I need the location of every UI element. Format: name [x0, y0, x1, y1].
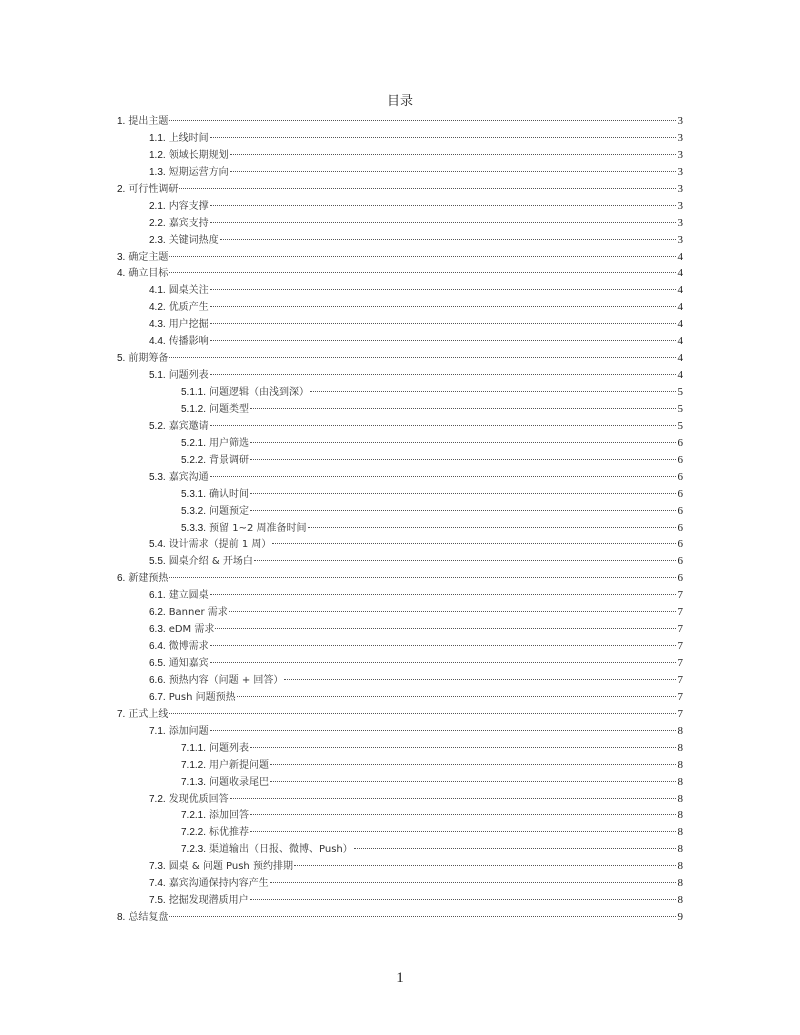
toc-entry[interactable] [117, 807, 683, 824]
dot-leader [210, 425, 676, 426]
toc-entry[interactable] [117, 689, 683, 706]
dot-leader [169, 713, 676, 714]
dot-leader [169, 256, 676, 257]
toc-entry-number: 5.5. [149, 556, 166, 568]
toc-entry-label: 问题逻辑（由浅到深） [209, 387, 310, 398]
toc-entry-page: 7 [677, 707, 683, 720]
dot-leader [230, 171, 676, 172]
toc-entry-page: 8 [677, 724, 683, 737]
toc-entry[interactable] [117, 604, 683, 621]
toc-entry-number: 7.3. [149, 861, 166, 873]
toc-entry[interactable] [117, 621, 683, 638]
toc-entry-page: 5 [677, 419, 683, 432]
toc-entry-page: 6 [677, 453, 683, 466]
dot-leader [210, 476, 676, 477]
toc-entry-number: 1.2. [149, 149, 166, 161]
toc-entry-label: 确认时间 [209, 488, 250, 500]
dot-leader [229, 611, 676, 612]
toc-entry[interactable] [117, 164, 683, 181]
dot-leader [254, 560, 676, 561]
toc-entry-page: 6 [677, 436, 683, 449]
toc-entry[interactable] [117, 316, 683, 333]
toc-entry-page: 5 [677, 402, 683, 415]
toc-entry[interactable] [117, 232, 683, 249]
dot-leader [250, 899, 676, 900]
toc-entry-label: 问题列表 [168, 370, 209, 382]
toc-entry-number: 5.1.1. [181, 387, 207, 398]
toc-entry-label: 正式上线 [128, 708, 169, 720]
toc-entry-label: 挖掘发现潜质用户 [168, 895, 249, 907]
toc-entry-number: 7.2.1. [181, 810, 207, 822]
dot-leader [308, 527, 677, 528]
toc-entry-number: 3. [117, 251, 126, 263]
toc-entry-label: 提出主题 [128, 116, 169, 127]
toc-entry-label: 渠道输出（日报、微博、Push） [209, 844, 353, 856]
dot-leader [210, 306, 676, 307]
toc-entry-number: 5.1.2. [181, 403, 207, 415]
toc-entry-number: 5.3.3. [181, 522, 207, 534]
toc-entry-label: 总结复盘 [128, 912, 169, 924]
toc-entry-number: 6.1. [149, 590, 166, 602]
toc-entry-page: 9 [677, 911, 683, 924]
dot-leader [310, 391, 676, 392]
toc-entry[interactable] [117, 333, 683, 350]
toc-entry-label: 传播影响 [168, 336, 209, 348]
dot-leader [215, 628, 676, 629]
toc-entry[interactable] [117, 367, 683, 384]
toc-entry-label: 问题收录尾巴 [209, 776, 270, 788]
toc-entry[interactable] [117, 384, 683, 401]
toc-entry[interactable] [117, 401, 683, 418]
dot-leader [250, 408, 676, 409]
toc-entry-page: 6 [677, 521, 683, 534]
toc-entry-label: 嘉宾沟通保持内容产生 [168, 878, 269, 890]
toc-entry-number: 7.2.3. [181, 844, 207, 856]
toc-entry-label: 可行性调研 [128, 183, 179, 195]
dot-leader [210, 340, 676, 341]
toc-entry-label: 优质产生 [168, 302, 209, 314]
toc-entry-number: 8. [117, 912, 126, 924]
toc-entry-label: 关键词热度 [168, 234, 219, 246]
toc-entry-label: 预留 1~2 周准备时间 [209, 522, 307, 534]
toc-entry-page: 4 [677, 267, 683, 280]
toc-entry[interactable] [117, 198, 683, 215]
toc-entry-label: 用户挖掘 [168, 319, 209, 331]
toc-entry-label: 确定主题 [128, 251, 169, 263]
toc-entry-page: 7 [677, 623, 683, 636]
toc-entry-label: 确立目标 [128, 268, 169, 280]
toc-entry-page: 3 [677, 115, 683, 127]
toc-entry-number: 6. [117, 573, 126, 585]
dot-leader [230, 154, 676, 155]
toc-entry-number: 5.1. [149, 370, 166, 382]
toc-entry-page: 3 [677, 131, 683, 144]
toc-entry-page: 3 [677, 165, 683, 178]
toc-entry-page: 8 [677, 775, 683, 788]
toc-entry[interactable] [117, 486, 683, 503]
toc-entry[interactable] [117, 824, 683, 841]
toc-entry-label: 短期运营方向 [168, 166, 229, 178]
dot-leader [169, 577, 676, 578]
dot-leader [210, 662, 676, 663]
toc-entry-label: 添加回答 [209, 810, 250, 822]
toc-entry-label: 前期筹备 [128, 353, 169, 365]
page-number: 1 [396, 970, 404, 986]
toc-entry-page: 8 [677, 860, 683, 873]
toc-entry[interactable] [117, 553, 683, 570]
toc-entry-page: 8 [677, 741, 683, 754]
toc-entry-page: 7 [677, 589, 683, 602]
toc-entry-label: 背景调研 [209, 454, 250, 466]
toc-entry-number: 7.2. [149, 793, 166, 805]
toc-entry-page: 8 [677, 894, 683, 907]
toc-entry[interactable] [117, 841, 683, 858]
dot-leader [250, 442, 676, 443]
toc-entry-page: 4 [677, 335, 683, 348]
toc-entry-label: 新建预热 [128, 573, 169, 585]
toc-entry-number: 1.3. [149, 166, 166, 178]
toc-entry-page: 8 [677, 877, 683, 890]
toc-entry-page: 4 [677, 250, 683, 263]
dot-leader [354, 848, 676, 849]
toc-entry-number: 7.1.3. [181, 776, 207, 788]
dot-leader [210, 730, 676, 731]
toc-entry-page: 4 [677, 301, 683, 314]
dot-leader [270, 764, 676, 765]
toc-entry-label: 预热内容（问题 + 回答） [168, 674, 284, 686]
toc-entry[interactable] [117, 113, 683, 130]
toc-entry[interactable] [117, 909, 683, 926]
toc-entry-number: 5.3.1. [181, 488, 207, 500]
toc-entry[interactable] [117, 147, 683, 164]
toc-entry-number: 6.2. [149, 607, 166, 619]
toc-entry-label: 嘉宾支持 [168, 217, 209, 229]
toc-entry-number: 7.5. [149, 895, 166, 907]
dot-leader [270, 781, 676, 782]
toc-entry-number: 7. [117, 708, 126, 720]
dot-leader [220, 239, 676, 240]
dot-leader [210, 289, 676, 290]
toc-entry-label: 圆桌 & 问题 Push 预约排期 [168, 861, 293, 873]
dot-leader [237, 696, 676, 697]
toc-entry[interactable] [117, 672, 683, 689]
dot-leader [210, 594, 676, 595]
toc-entry-page: 7 [677, 640, 683, 653]
toc-entry-label: 圆桌关注 [168, 285, 209, 297]
dot-leader [210, 137, 676, 138]
dot-leader [294, 865, 676, 866]
toc-entry[interactable] [117, 723, 683, 740]
toc-entry-page: 7 [677, 673, 683, 686]
toc-entry-page: 4 [677, 318, 683, 331]
toc-entry-page: 4 [677, 369, 683, 382]
dot-leader [179, 188, 676, 189]
dot-leader [284, 679, 676, 680]
toc-entry-label: 问题预定 [209, 505, 250, 517]
toc-entry-label: 领域长期规划 [168, 149, 229, 161]
toc-entry-page: 3 [677, 216, 683, 229]
toc-entry-page: 6 [677, 487, 683, 500]
toc-entry[interactable] [117, 655, 683, 672]
toc-entry-number: 1.1. [149, 132, 166, 144]
toc-entry-page: 8 [677, 792, 683, 805]
toc-entry-label: 建立圆桌 [168, 590, 209, 602]
toc-entry[interactable] [117, 418, 683, 435]
dot-leader [250, 831, 676, 832]
toc-entry-number: 5.2.2. [181, 454, 207, 466]
dot-leader [210, 222, 676, 223]
toc-entry-label: 上线时间 [168, 132, 209, 144]
toc-entry-number: 6.6. [149, 674, 166, 686]
toc-entry[interactable] [117, 350, 683, 367]
toc-entry-label: 微博需求 [168, 641, 209, 653]
toc-entry[interactable] [117, 774, 683, 791]
toc-entry-page: 6 [677, 555, 683, 568]
toc-entry-number: 4.2. [149, 302, 166, 314]
dot-leader [272, 543, 676, 544]
toc-entry-number: 2. [117, 183, 126, 195]
toc-entry-number: 6.5. [149, 658, 166, 669]
dot-leader [169, 120, 676, 121]
toc-entry-number: 7.1. [149, 725, 166, 737]
toc-entry-label: 内容支撑 [168, 200, 209, 212]
toc-entry[interactable] [117, 282, 683, 299]
dot-leader [250, 814, 676, 815]
toc-entry-label: 通知嘉宾 [168, 658, 209, 669]
toc-entry-number: 4.3. [149, 319, 166, 331]
toc-entry-label: Push 问题预热 [168, 691, 236, 703]
toc-entry-page: 3 [677, 199, 683, 212]
toc-entry-page: 8 [677, 758, 683, 771]
toc-entry-number: 5.3. [149, 471, 166, 483]
toc-entry-number: 4.4. [149, 336, 166, 348]
toc-entry[interactable] [117, 469, 683, 486]
dot-leader [210, 645, 676, 646]
toc-entry[interactable] [117, 130, 683, 147]
toc-entry-page: 4 [677, 352, 683, 365]
toc-entry[interactable] [117, 740, 683, 757]
toc-entry-number: 7.2.2. [181, 827, 207, 839]
toc-entry-number: 2.2. [149, 217, 166, 229]
toc-entry-number: 1. [117, 116, 126, 127]
toc-entry-number: 2.1. [149, 200, 166, 212]
toc-entry-number: 5. [117, 353, 126, 365]
toc-entry-page: 3 [677, 233, 683, 246]
dot-leader [169, 357, 676, 358]
toc-entry[interactable] [117, 299, 683, 316]
dot-leader [250, 459, 676, 460]
toc-entry-label: 问题列表 [209, 742, 250, 754]
toc-entry[interactable] [117, 536, 683, 553]
toc-entry-label: eDM 需求 [168, 624, 215, 636]
toc-entry[interactable] [117, 265, 683, 282]
table-of-contents [117, 113, 683, 926]
toc-entry[interactable] [117, 452, 683, 469]
toc-entry-label: 嘉宾邀请 [168, 420, 209, 432]
toc-entry-page: 7 [677, 690, 683, 703]
toc-entry-page: 8 [677, 843, 683, 856]
dot-leader [169, 272, 676, 273]
toc-entry[interactable] [117, 503, 683, 520]
toc-entry-label: 问题类型 [209, 403, 250, 415]
dot-leader [250, 510, 676, 511]
toc-entry-label: 发现优质回答 [168, 793, 229, 805]
toc-entry[interactable] [117, 215, 683, 232]
toc-entry-page: 8 [677, 809, 683, 822]
toc-entry-label: 圆桌介绍 & 开场白 [168, 556, 253, 568]
toc-entry-number: 2.3. [149, 234, 166, 246]
toc-entry-number: 6.4. [149, 641, 166, 653]
toc-entry-label: 添加问题 [168, 725, 209, 737]
toc-entry-number: 5.4. [149, 539, 166, 551]
toc-entry-number: 7.4. [149, 878, 166, 890]
toc-entry-number: 6.3. [149, 624, 166, 636]
dot-leader [270, 882, 676, 883]
dot-leader [169, 916, 676, 917]
toc-entry-label: 设计需求（提前 1 周） [168, 539, 272, 551]
toc-entry[interactable] [117, 249, 683, 266]
toc-entry-number: 5.2. [149, 420, 166, 432]
toc-entry[interactable] [117, 791, 683, 808]
toc-entry[interactable] [117, 875, 683, 892]
toc-entry-number: 6.7. [149, 691, 166, 703]
toc-entry-page: 8 [677, 826, 683, 839]
toc-entry[interactable] [117, 757, 683, 774]
toc-entry-page: 5 [677, 386, 683, 398]
toc-entry-page: 7 [677, 657, 683, 669]
toc-entry[interactable] [117, 858, 683, 875]
dot-leader [210, 323, 676, 324]
toc-entry-number: 4. [117, 268, 126, 280]
toc-entry[interactable] [117, 638, 683, 655]
toc-entry[interactable] [117, 570, 683, 587]
dot-leader [210, 374, 676, 375]
toc-entry-label: Banner 需求 [168, 607, 228, 619]
toc-entry-page: 6 [677, 572, 683, 585]
toc-entry-page: 4 [677, 284, 683, 297]
toc-entry-label: 用户新提问题 [209, 759, 270, 771]
toc-entry-label: 用户筛选 [209, 437, 250, 449]
toc-entry-page: 3 [677, 182, 683, 195]
toc-entry-number: 4.1. [149, 285, 166, 297]
toc-entry-page: 6 [677, 538, 683, 551]
toc-entry[interactable] [117, 181, 683, 198]
toc-entry[interactable] [117, 892, 683, 909]
toc-entry-page: 6 [677, 504, 683, 517]
toc-entry-page: 3 [677, 148, 683, 161]
toc-entry[interactable] [117, 520, 683, 537]
dot-leader [210, 205, 676, 206]
toc-entry-number: 7.1.2. [181, 759, 207, 771]
dot-leader [250, 747, 676, 748]
dot-leader [230, 798, 676, 799]
toc-entry-number: 5.2.1. [181, 437, 207, 449]
toc-entry-label: 标优推荐 [209, 827, 250, 839]
toc-entry-page: 7 [677, 606, 683, 619]
toc-title: 目录 [386, 94, 413, 109]
toc-entry[interactable] [117, 587, 683, 604]
toc-entry-label: 嘉宾沟通 [168, 471, 209, 483]
toc-entry-number: 5.3.2. [181, 505, 207, 517]
toc-entry[interactable] [117, 706, 683, 723]
toc-entry-number: 7.1.1. [181, 742, 207, 754]
dot-leader [250, 493, 676, 494]
toc-entry-page: 6 [677, 470, 683, 483]
toc-entry[interactable] [117, 435, 683, 452]
